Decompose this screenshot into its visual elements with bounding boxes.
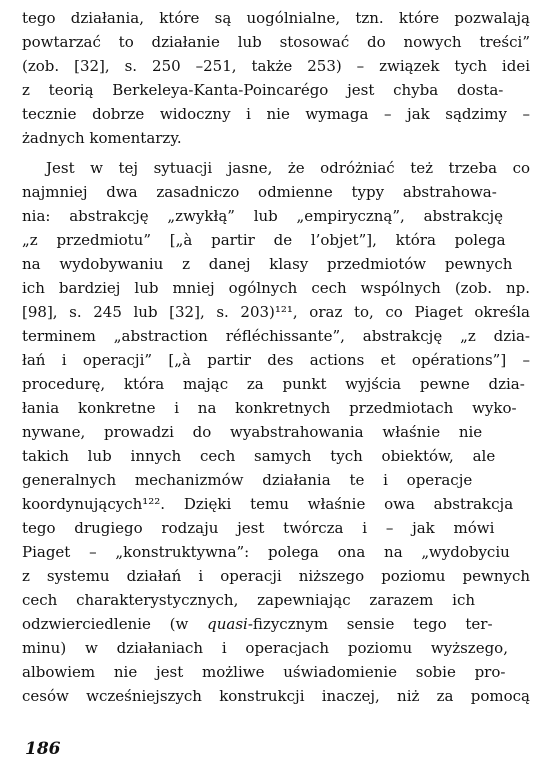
text-line: minu) w działaniach i operacjach poziomu wyższego, xyxy=(22,639,508,657)
text-line: [98], s. 245 lub [32], s. 203)¹²¹, oraz to, co Piaget określa xyxy=(22,303,530,321)
text-line: (zob. [32], s. 250 –251, także 253) – związek tych idei xyxy=(22,57,530,75)
italic-term: quasi xyxy=(207,615,248,633)
text-line: łania konkretne i na konkretnych przedmiotach wyko- xyxy=(22,399,517,417)
text-line: cech charakterystycznych, zapewniając zarazem ich xyxy=(22,591,476,609)
text-line: takich lub innych cech samych tych obiektów, ale xyxy=(22,447,496,465)
text-line: Piaget – „konstruktywna”: polega ona na „wydobyciu xyxy=(22,543,510,561)
text-line: nywane, prowadzi do wyabstrahowania właśnie nie xyxy=(22,423,483,441)
text-line: ich bardziej lub mniej ogólnych cech wspólnych (zob. np. xyxy=(22,279,530,297)
paragraph-first-line: Jest w tej sytuacji jasne, że odróżniać też trzeba co xyxy=(46,159,530,177)
text-line: z teorią Berkeleya-Kanta-Poincarégo jest chyba dosta- xyxy=(22,81,504,99)
text-line: procedurę, która mając za punkt wyjścia pewne dzia- xyxy=(22,375,525,393)
text-line: koordynujących¹²². Dzięki temu właśnie owa abstrakcja xyxy=(22,495,514,513)
text-line: powtarzać to działanie lub stosować do nowych treści” xyxy=(22,33,530,51)
text-line: tecznie dobrze widoczny i nie wymaga – jak sądzimy – xyxy=(22,105,530,123)
text-line: łań i operacji” [„à partir des actions et opérations”] – xyxy=(22,351,530,369)
text-line: terminem „abstraction réfléchissante”, abstrakcję „z dzia- xyxy=(22,327,530,345)
text-line: odzwierciedlenie (w quasi-fizycznym sensie tego ter- xyxy=(22,615,493,633)
text-line: żadnych komentarzy. xyxy=(22,129,182,147)
text-line: cesów wcześniejszych konstrukcji inaczej, niż za pomocą xyxy=(22,687,530,705)
text-line: z systemu działań i operacji niższego poziomu pewnych xyxy=(22,567,530,585)
text-line: tego działania, które są uogólnialne, tzn. które pozwalają xyxy=(22,9,530,27)
text-line: albowiem nie jest możliwe uświadomienie sobie pro- xyxy=(22,663,506,681)
text-line: nia: abstrakcję „zwykłą” lub „empiryczną”, abstrakcję xyxy=(22,207,503,225)
text-line: generalnych mechanizmów działania te i operacje xyxy=(22,471,473,489)
text-line: na wydobywaniu z danej klasy przedmiotów pewnych xyxy=(22,255,513,273)
page-number: 186 xyxy=(25,739,61,759)
text-line: najmniej dwa zasadniczo odmienne typy abstrahowa- xyxy=(22,183,497,201)
text-line: tego drugiego rodzaju jest twórcza i – jak mówi xyxy=(22,519,495,537)
text-line: „z przedmiotu” [„à partir de l’objet”], która polega xyxy=(22,231,506,249)
